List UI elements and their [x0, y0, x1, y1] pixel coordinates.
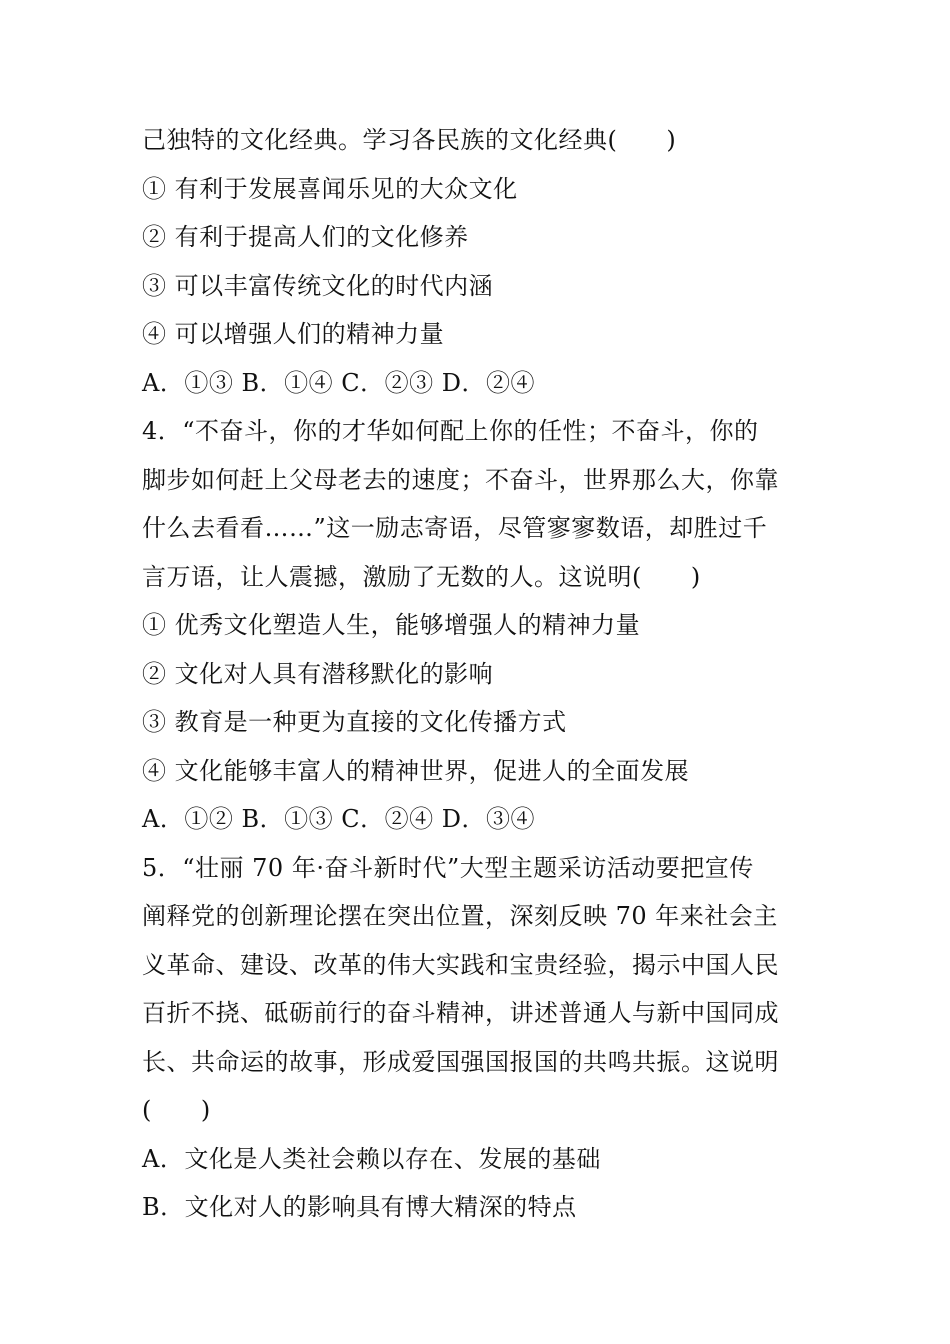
- q5-stem-line-3: 义革命、建设、改革的伟大实践和宝贵经验，揭示中国人民: [142, 951, 779, 979]
- q4-stem-line-1: 4．“不奋斗，你的才华如何配上你的任性；不奋斗，你的: [142, 417, 759, 445]
- q5-stem-line-5: 长、共命运的故事，形成爱国强国报国的共鸣共振。这说明: [142, 1048, 779, 1076]
- q5-answer-blank: ( ): [142, 1096, 211, 1124]
- q4-stem-line-4: 言万语，让人震撼，激励了无数的人。这说明( ): [142, 563, 701, 591]
- q4-statement-4: ④ 文化能够丰富人的精神世界，促进人的全面发展: [142, 757, 690, 785]
- q4-options: A．①② B．①③ C．②④ D．③④: [142, 805, 535, 833]
- q5-option-b: B．文化对人的影响具有博大精深的特点: [142, 1193, 577, 1221]
- q3-stem-continuation: 己独特的文化经典。学习各民族的文化经典( ): [142, 126, 677, 154]
- q4-stem-line-2: 脚步如何赶上父母老去的速度；不奋斗，世界那么大，你靠: [142, 466, 779, 494]
- q5-option-a: A．文化是人类社会赖以存在、发展的基础: [142, 1145, 601, 1173]
- q4-statement-3: ③ 教育是一种更为直接的文化传播方式: [142, 708, 567, 736]
- q3-statement-1: ① 有利于发展喜闻乐见的大众文化: [142, 175, 518, 203]
- q3-options: A．①③ B．①④ C．②③ D．②④: [142, 369, 535, 397]
- q4-stem-line-3: 什么去看看……”这一励志寄语，尽管寥寥数语，却胜过千: [142, 514, 768, 542]
- q3-statement-2: ② 有利于提高人们的文化修养: [142, 223, 469, 251]
- q3-statement-3: ③ 可以丰富传统文化的时代内涵: [142, 272, 494, 300]
- q3-statement-4: ④ 可以增强人们的精神力量: [142, 320, 445, 348]
- q5-stem-line-1: 5．“壮丽 70 年·奋斗新时代”大型主题采访活动要把宣传: [142, 854, 754, 882]
- q4-statement-1: ① 优秀文化塑造人生，能够增强人的精神力量: [142, 611, 641, 639]
- q4-statement-2: ② 文化对人具有潜移默化的影响: [142, 660, 494, 688]
- q5-stem-line-4: 百折不挠、砥砺前行的奋斗精神，讲述普通人与新中国同成: [142, 999, 779, 1027]
- q5-stem-line-2: 阐释党的创新理论摆在突出位置，深刻反映 70 年来社会主: [142, 902, 778, 930]
